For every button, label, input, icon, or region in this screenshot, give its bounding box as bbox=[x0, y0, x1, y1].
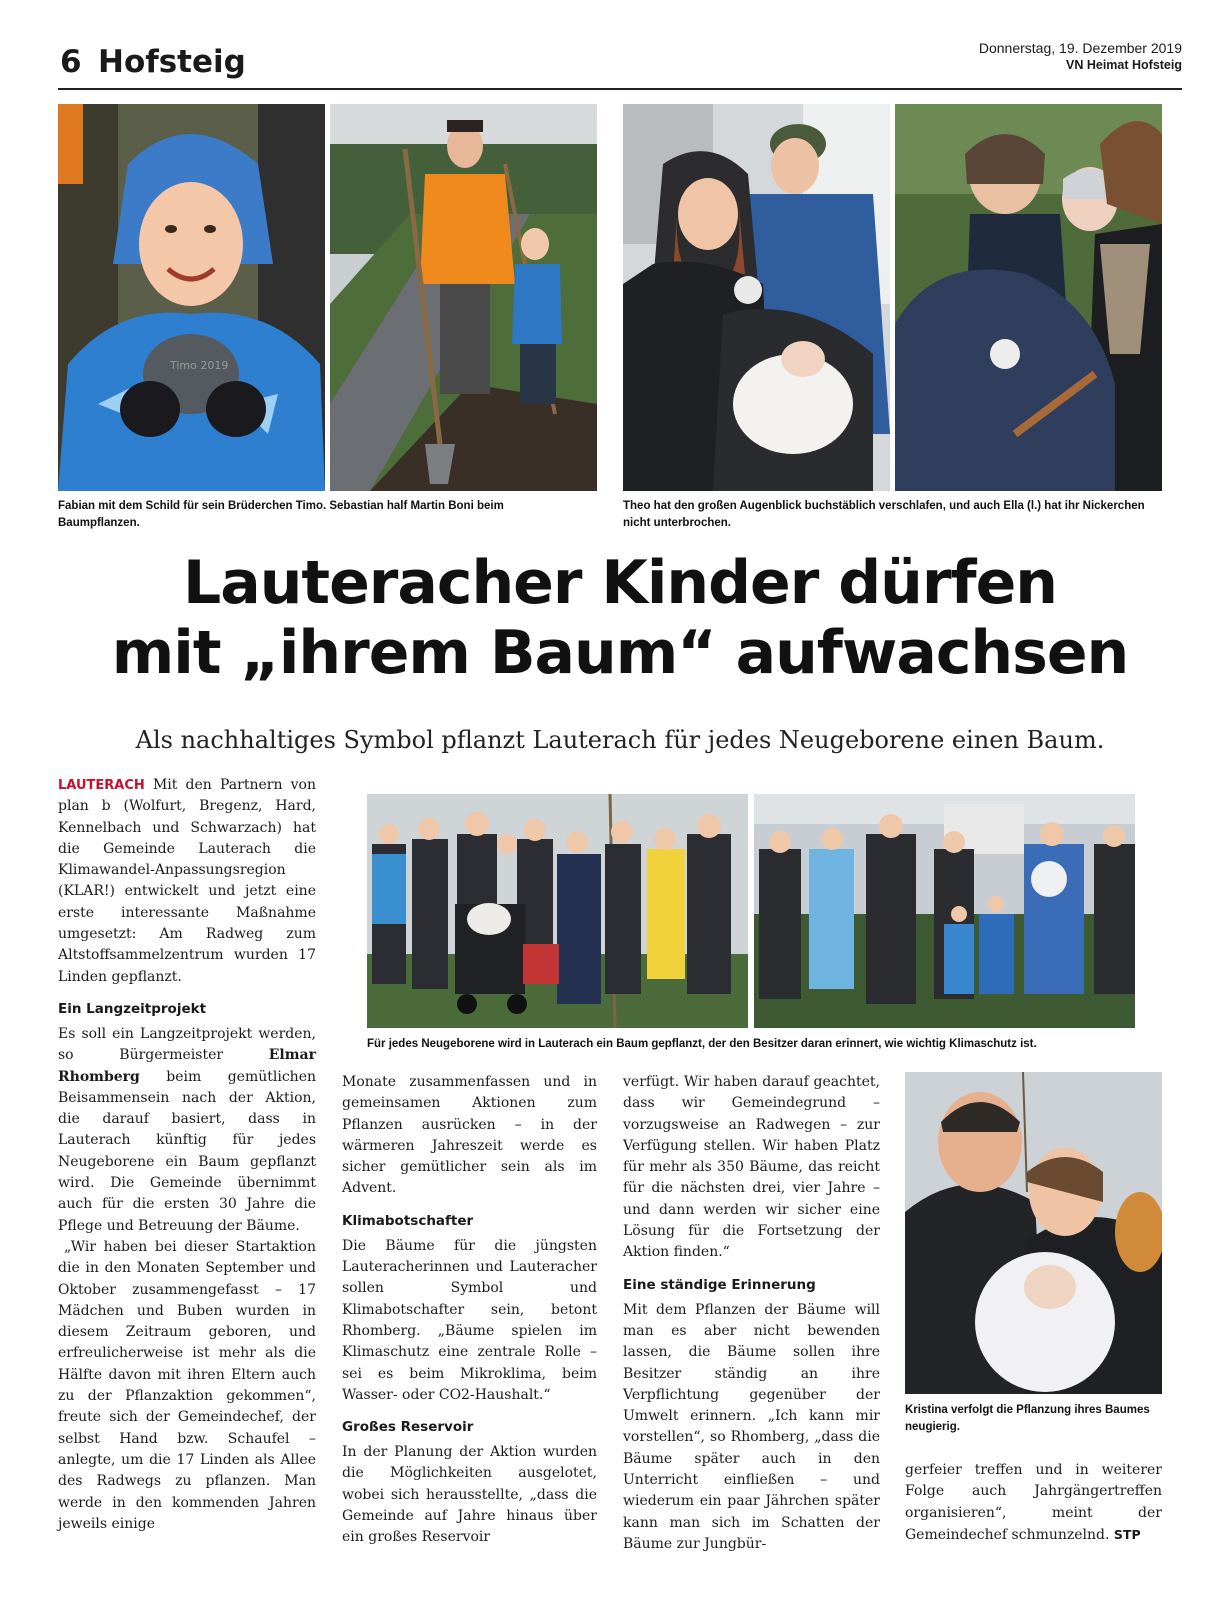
headline-line-1: Lauteracher Kinder dürfen bbox=[182, 548, 1057, 618]
photo-family-with-carriage bbox=[895, 104, 1162, 491]
article-column-3 bbox=[623, 1072, 880, 1555]
paragraph-3: Monate zusammenfassen und in gemeinsamen Aktionen zum Pflanzen ausrücken – in der wärmeren Jahreszeit werde es sicher gemütlicher sein als im Advent. bbox=[342, 1074, 597, 1197]
issue-date: Donnerstag, 19. Dezember 2019 bbox=[978, 40, 1182, 56]
section-title: Hofsteig bbox=[98, 44, 246, 80]
photo-man-with-shovel bbox=[330, 104, 597, 491]
caption-group: Für jedes Neugeborene wird in Lauterach ein Baum gepflanzt, der den Besitzer daran erinnert, wie wichtig Klimaschutz ist. bbox=[367, 1038, 1037, 1050]
subheading-reservoir: Großes Reservoir bbox=[342, 1419, 474, 1436]
photo-boy-with-sign bbox=[58, 104, 325, 491]
photo-kristina-with-parents bbox=[905, 1072, 1162, 1394]
photo-group-right bbox=[754, 794, 1135, 1028]
sign-label: Timo 2019 bbox=[170, 359, 229, 372]
article-column-4 bbox=[905, 1460, 1162, 1546]
author-initials: STP bbox=[1113, 1526, 1141, 1542]
paragraph-7: Mit dem Pflanzen der Bäume will man es aber nicht bewenden lassen, die Bäume sollen ihre Besitzer ständig an ihre Verpflichtung gegenüber der Umwelt erinnern. „Ich kann mir vorstellen“, so Rhomberg, „dass die Bäume später auch in den Unterricht einfließen – und wiederum ein paar Jährchen später kann man sich im Schatten der Bäume zur Jungbür- bbox=[623, 1301, 880, 1552]
mayor-name: Elmar Rhomberg bbox=[58, 1047, 316, 1085]
caption-top-left: Fabian mit dem Schild für sein Brüderchen Timo. Sebastian half Martin Boni beim Baumpflanzen. bbox=[58, 500, 504, 529]
paragraph-2: „Wir haben bei dieser Startaktion die in den Monaten September und Oktober zusammengefasst – 17 Mädchen und Buben wurden in diesem Zeitraum geboren, und erfreulicherweise ist mehr als die Hälfte davon mit ihren Eltern auch zu der Pflanzaktion gekommen“, freute sich der Gemeindechef, der selbst Hand bzw. Schaufel – anlegte, um die 17 Linden als Allee des Radwegs zu pflanzen. Man werde in den kommenden Jahren jeweils einige bbox=[58, 1238, 316, 1532]
paragraph-8: gerfeier treffen und in weiterer Folge auch Jahrgängertreffen organisieren“, meint der Gemeindechef schmunzelnd. STP bbox=[905, 1462, 1162, 1543]
paragraph-4: Die Bäume für die jüngsten Lauteracherinnen und Lauteracher sollen Symbol und Klimabotschafter sein, betont Rhomberg. „Bäume spielen im Klimaschutz eine zentrale Rolle – sei es beim Mikroklima, beim Wasser- oder CO2-Haushalt.“ bbox=[342, 1237, 597, 1403]
article-column-1 bbox=[58, 775, 316, 1535]
subheading-klimabotschafter: Klimabotschafter bbox=[342, 1212, 474, 1229]
paragraph-1: Es soll ein Langzeitprojekt werden, so Bürgermeister Elmar Rhomberg beim gemütlichen Beisammensein nach der Aktion, die darauf basiert, dass in Lauterach künftig für jedes Neugeborene ein Baum gepflanzt wird. Die Gemeinde übernimmt auch für die ersten 30 Jahre die Pflege und Betreuung der Bäume. bbox=[58, 1025, 317, 1234]
caption-portrait: Kristina verfolgt die Pflanzung ihres Baumes neugierig. bbox=[905, 1404, 1150, 1433]
subheading-langzeitprojekt: Ein Langzeitprojekt bbox=[58, 1000, 207, 1017]
dateline: LAUTERACH bbox=[58, 778, 145, 793]
photo-couple-with-stroller bbox=[623, 104, 890, 491]
photo-group-left bbox=[367, 794, 748, 1028]
article-intro bbox=[58, 775, 316, 988]
page-header bbox=[58, 38, 1182, 90]
headline-line-2: mit „ihrem Baum“ aufwachsen bbox=[111, 618, 1129, 688]
publication-name: VN Heimat Hofsteig bbox=[1066, 58, 1182, 72]
page-number: 6 bbox=[60, 44, 82, 80]
headline bbox=[58, 548, 1182, 688]
paragraph-6: verfügt. Wir haben darauf geachtet, dass wir Gemeindegrund – vorzugsweise an Radwegen – zur Verfügung stellen. Wir haben Platz für mehr als 350 Bäume, das reicht für die nächsten drei, vier Jahre – und dann werden wir sicher eine Lösung für die Fortsetzung der Aktion finden.“ bbox=[623, 1074, 880, 1261]
paragraph-5: In der Planung der Aktion wurden die Möglichkeiten ausgelotet, wobei sich herausstellte, „dass die Gemeinde auf Jahre hinaus über ein großes Reservoir bbox=[342, 1444, 597, 1546]
subheading-erinnerung: Eine ständige Erinnerung bbox=[623, 1276, 816, 1293]
intro-text: Mit den Partnern von plan b (Wolfurt, Bregenz, Hard, Kennelbach und Schwarzach) hat die Gemeinde Lauterach die Klimawandel-Anpassungsregion (KLAR!) entwickelt und jetzt eine erste interessante Maßnahme umgesetzt: Am Radweg zum Altstoffsammelzentrum wurden 17 Linden gepflanzt. bbox=[58, 777, 317, 985]
article-column-2 bbox=[342, 1072, 597, 1549]
caption-top-right: Theo hat den großen Augenblick buchstäblich verschlafen, und auch Ella (l.) hat ihr Nickerchen nicht unterbrochen. bbox=[623, 500, 1145, 529]
subheadline: Als nachhaltiges Symbol pflanzt Lauterach für jedes Neugeborene einen Baum. bbox=[135, 726, 1105, 754]
